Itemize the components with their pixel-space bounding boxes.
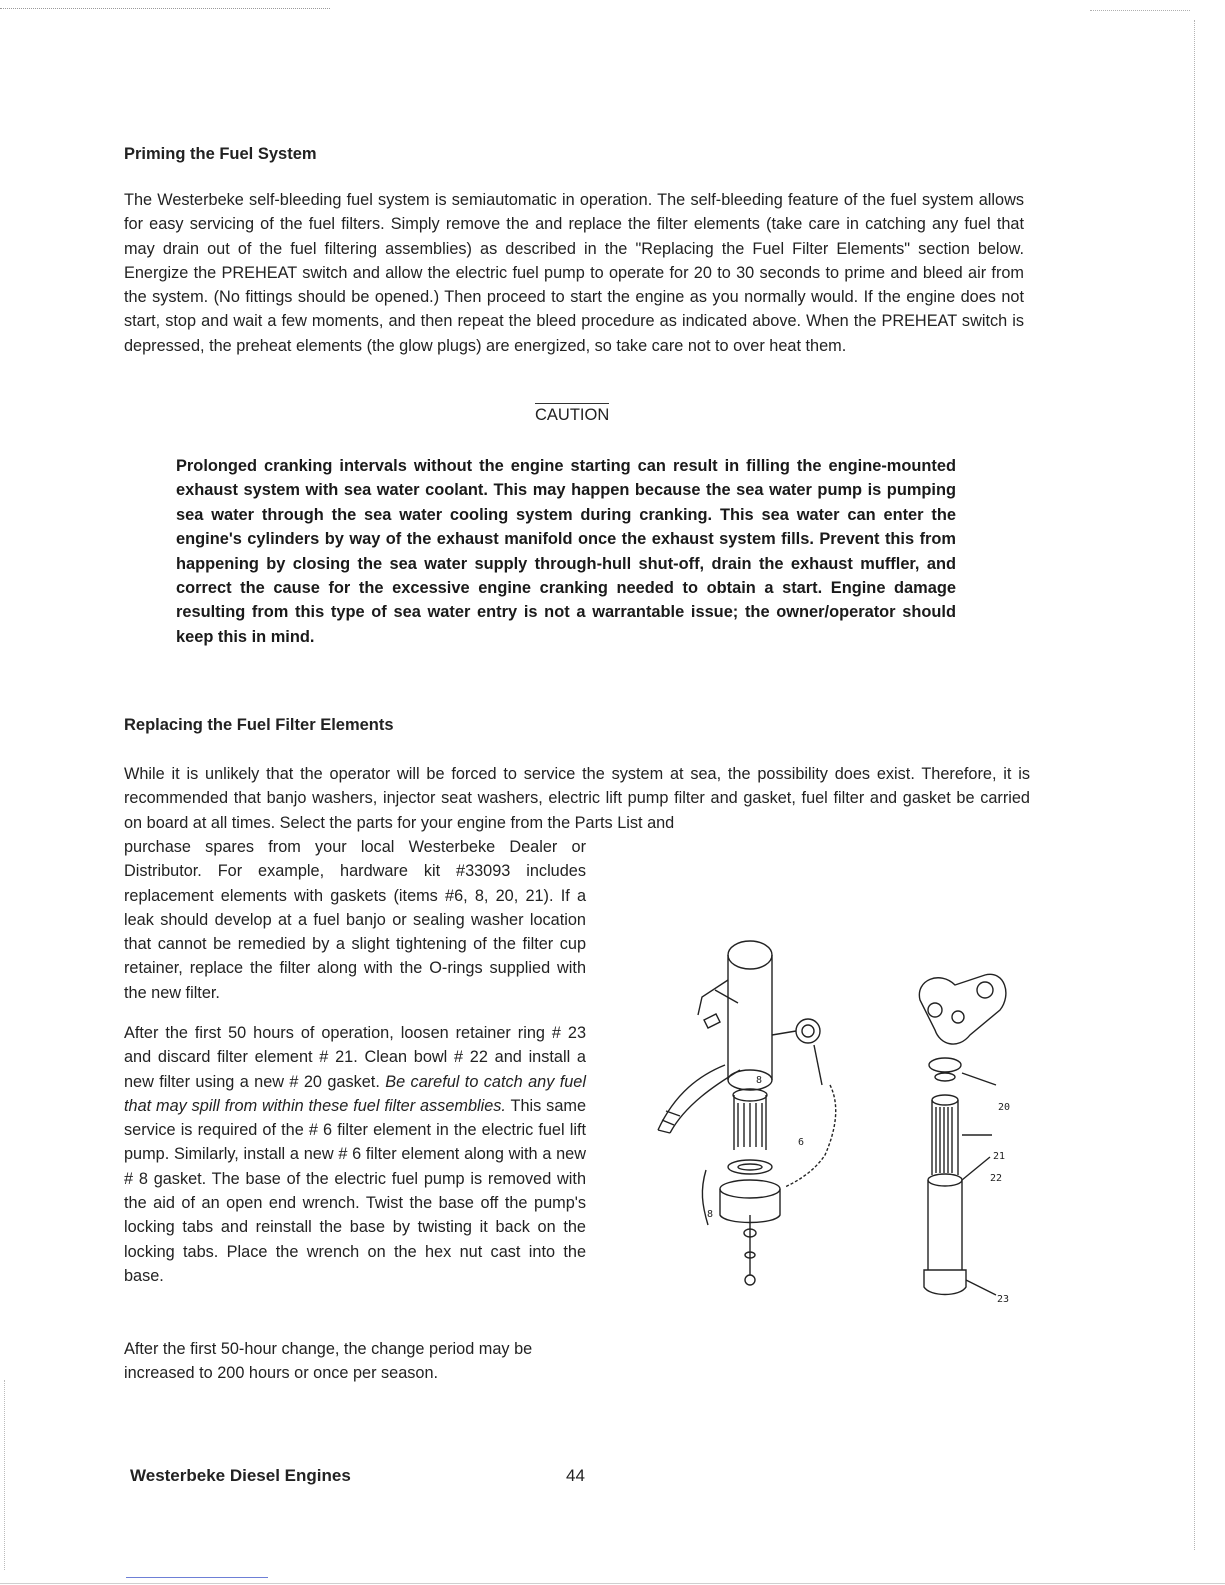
scan-edge-right bbox=[1194, 20, 1195, 1550]
callout-8-upper: 8 bbox=[756, 1075, 763, 1086]
scan-edge-bottom bbox=[0, 1583, 1225, 1584]
scan-edge-top-right bbox=[1090, 10, 1190, 11]
section-heading-replacing: Replacing the Fuel Filter Elements bbox=[124, 716, 394, 734]
scan-blue-mark bbox=[126, 1577, 268, 1578]
scan-edge-left bbox=[4, 1380, 5, 1570]
change-period-paragraph: After the first 50-hour change, the change period may be increased to 200 hours or once per season. bbox=[124, 1340, 533, 1383]
priming-paragraph: The Westerbeke self-bleeding fuel system is semiautomatic in operation. The self-bleeding feature of the fuel system allows for easy servicing of the fuel filters. Simply remove the and replace the filter elements (take care in catching any fuel that may drain out of the fuel filtering assemblies) as described in the "Replacing the Fuel Filter Elements" section below. Energize the PREHEAT switch and allow the electric fuel pump to operate for 20 to 30 seconds to prime and bleed air from the system. (No fittings should be opened.) Then proceed to start the engine as you normally would. If the engine does not start, stop and wait a few moments, and then repeat the bleed procedure as indicated above. When the PREHEAT switch is depressed, the preheat elements (the glow plugs) are energized, so take care not to over heat them. bbox=[124, 191, 1024, 355]
callout-22: 22 bbox=[990, 1173, 1003, 1184]
service-text-end: This same service is required of the # 6 filter element in the electric fuel lift pump. Similarly, install a new # 6 filter element along with a new # 8 gasket. The base of the electric fuel pump is removed with the aid of an open end wrench. Twist the base off the pump's locking tabs and reinstall the base by twisting it back on the locking tabs. Place the wrench on the hex nut cast into the base. bbox=[124, 1096, 586, 1285]
fuel-filter-exploded-diagram bbox=[640, 925, 1040, 1315]
replacing-paragraph-wide: While it is unlikely that the operator will be forced to service the system at sea, the possibility does exist. Therefore, it is recommended that banjo washers, injector seat washers, electric lift pump filter and gasket, fuel filter and gasket be carried on board at all times. Select the parts for your engine from the Parts List and bbox=[124, 765, 1030, 832]
footer-title: Westerbeke Diesel Engines bbox=[130, 1466, 351, 1485]
service-text-caution: Be careful to catch any fuel that may spill from within these fuel filter assemblies. bbox=[124, 1072, 586, 1115]
callout-6: 6 bbox=[798, 1137, 805, 1148]
service-paragraph bbox=[124, 1021, 586, 1288]
page-number: 44 bbox=[566, 1466, 585, 1485]
replacing-paragraph-narrow: purchase spares from your local Westerbeke Dealer or Distributor. For example, hardware kit #33093 includes replacement elements with gaskets (items #6, 8, 20, 21). If a leak should develop at a fuel banjo or sealing washer location that cannot be remedied by a slight tightening of the filter cup retainer, replace the filter along with the O-rings supplied with the new filter. bbox=[124, 838, 586, 1002]
callout-8-left: 8 bbox=[707, 1209, 714, 1220]
callout-20: 20 bbox=[998, 1102, 1011, 1113]
scan-edge-top bbox=[0, 8, 330, 9]
callout-23: 23 bbox=[997, 1294, 1010, 1305]
service-text-start: After the first 50 hours of operation, loosen retainer ring # 23 and discard filter element # 21. Clean bowl # 22 and install a new filter using a new # 20 gasket. bbox=[124, 1024, 586, 1091]
section-heading-priming: Priming the Fuel System bbox=[124, 145, 317, 163]
caution-label: CAUTION bbox=[535, 403, 609, 425]
callout-21: 21 bbox=[993, 1151, 1006, 1162]
caution-text: Prolonged cranking intervals without the engine starting can result in filling the engine-mounted exhaust system with sea water coolant. This may happen because the sea water pump is pumping sea water through the sea water cooling system during cranking. This sea water can enter the engine's cylinders by way of the exhaust manifold once the exhaust system fills. Prevent this from happening by closing the sea water supply through-hull shut-off, drain the exhaust muffler, and correct the cause for the excessive engine cranking needed to obtain a start. Engine damage resulting from this type of sea water entry is not a warrantable issue; the owner/operator should keep this in mind. bbox=[176, 457, 956, 646]
